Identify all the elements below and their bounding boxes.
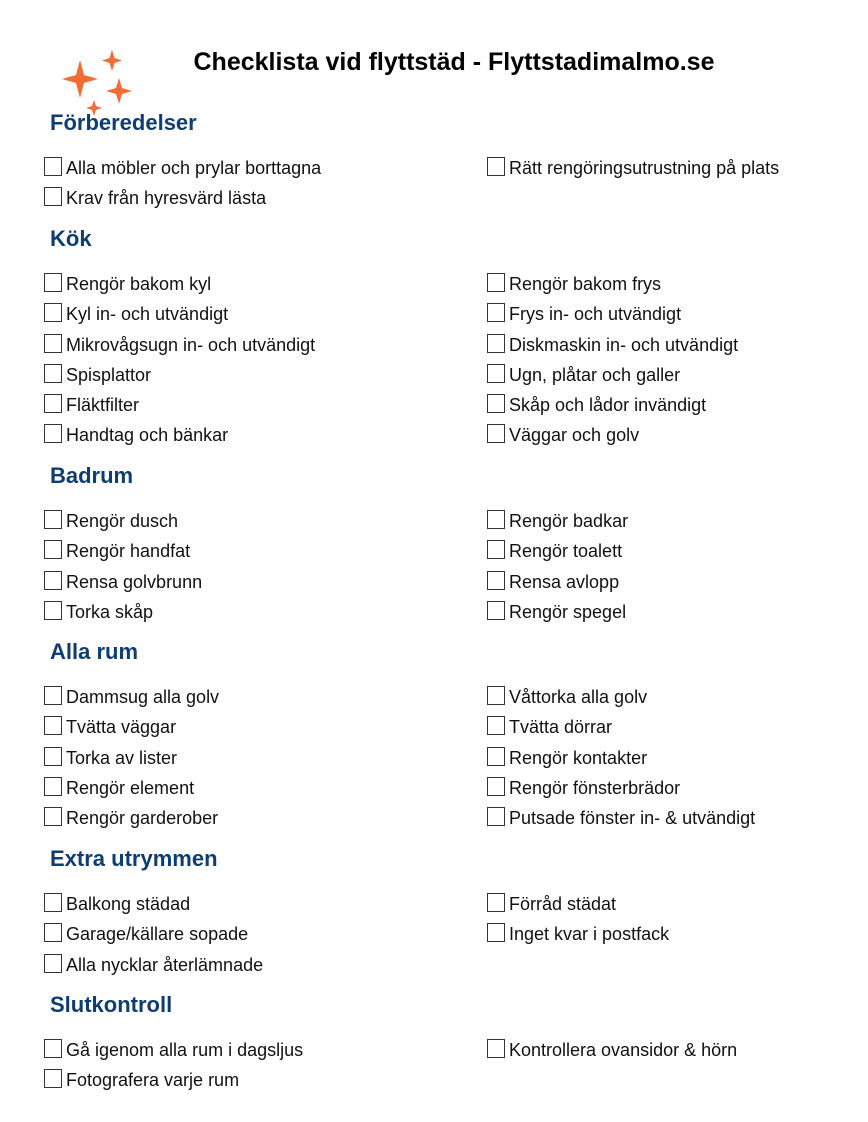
checkbox[interactable]: [44, 1069, 62, 1088]
checkbox[interactable]: [44, 571, 62, 590]
checklist-item: Rengör dusch: [44, 502, 487, 532]
checkbox[interactable]: [44, 187, 62, 206]
checkbox[interactable]: [44, 334, 62, 353]
checkbox[interactable]: [487, 716, 505, 735]
checklist-item: Kyl in- och utvändigt: [44, 295, 487, 325]
section-extra-utrymmen: [50, 846, 850, 976]
checklist-item: Diskmaskin in- och utvändigt: [487, 325, 817, 355]
checklist-item: Spisplattor: [44, 356, 487, 386]
checklist-item: Dammsug alla golv: [44, 678, 487, 708]
checklist-item: Balkong städad: [44, 885, 487, 915]
checklist-item: Putsade fönster in- & utvändigt: [487, 799, 817, 829]
checkbox[interactable]: [487, 540, 505, 559]
checkbox[interactable]: [44, 1039, 62, 1058]
checkbox[interactable]: [44, 923, 62, 942]
checklist-item: Våttorka alla golv: [487, 678, 817, 708]
checklist-item: Handtag och bänkar: [44, 416, 487, 446]
checklist-item: Rengör bakom frys: [487, 265, 817, 295]
checklist-item: Krav från hyresvärd lästa: [44, 179, 487, 209]
section-kok: [50, 226, 850, 446]
checklist-item: Rensa avlopp: [487, 562, 817, 592]
checkbox[interactable]: [44, 747, 62, 766]
checkbox[interactable]: [44, 601, 62, 620]
checkbox[interactable]: [44, 540, 62, 559]
checklist-item: Rengör bakom kyl: [44, 265, 487, 295]
checkbox[interactable]: [44, 303, 62, 322]
checkbox[interactable]: [44, 424, 62, 443]
checklist-item: Rengör garderober: [44, 799, 487, 829]
checkbox[interactable]: [487, 747, 505, 766]
checkbox[interactable]: [44, 364, 62, 383]
checklist-item: Tvätta väggar: [44, 708, 487, 738]
checklist-item: Rengör handfat: [44, 532, 487, 562]
checklist-item: Rengör toalett: [487, 532, 817, 562]
checklist-item: Rengör fönsterbrädor: [487, 769, 817, 799]
checkbox[interactable]: [487, 807, 505, 826]
checkbox[interactable]: [44, 893, 62, 912]
checkbox[interactable]: [44, 807, 62, 826]
checklist-item: Ugn, plåtar och galler: [487, 356, 817, 386]
checkbox[interactable]: [44, 510, 62, 529]
checkbox[interactable]: [487, 394, 505, 413]
section-slutkontroll: [50, 992, 850, 1091]
checkbox[interactable]: [487, 601, 505, 620]
checklist-item: Kontrollera ovansidor & hörn: [487, 1031, 817, 1061]
checklist-item: Tvätta dörrar: [487, 708, 817, 738]
checkbox[interactable]: [487, 157, 505, 176]
section-heading: Kök: [50, 226, 92, 251]
checkbox[interactable]: [487, 893, 505, 912]
section-heading: Extra utrymmen: [50, 846, 218, 871]
checklist-item: Förråd städat: [487, 885, 817, 915]
section-heading: Förberedelser: [50, 110, 197, 135]
checkbox[interactable]: [44, 394, 62, 413]
checkbox[interactable]: [487, 424, 505, 443]
checkbox[interactable]: [44, 273, 62, 292]
checklist-item: Rengör badkar: [487, 502, 817, 532]
checkbox[interactable]: [487, 303, 505, 322]
checklist-item: Rengör element: [44, 769, 487, 799]
checkbox[interactable]: [487, 1039, 505, 1058]
section-badrum: [50, 463, 850, 623]
checklist-item: Alla nycklar återlämnade: [44, 945, 487, 975]
checklist-item: Garage/källare sopade: [44, 915, 487, 945]
checklist-item: Frys in- och utvändigt: [487, 295, 817, 325]
checklist-item: Fläktfilter: [44, 386, 487, 416]
checkbox[interactable]: [487, 334, 505, 353]
checkbox[interactable]: [487, 571, 505, 590]
checkbox[interactable]: [44, 157, 62, 176]
section-forberedelser: [50, 110, 850, 209]
checklist-item: Alla möbler och prylar borttagna: [44, 149, 487, 179]
checklist-item: Rensa golvbrunn: [44, 562, 487, 592]
checklist-item: Torka skåp: [44, 593, 487, 623]
checklist-item: Mikrovågsugn in- och utvändigt: [44, 325, 487, 355]
checkbox[interactable]: [44, 686, 62, 705]
section-heading: Slutkontroll: [50, 992, 173, 1017]
checklist-item: Inget kvar i postfack: [487, 915, 817, 945]
checkbox[interactable]: [44, 777, 62, 796]
checkbox[interactable]: [487, 273, 505, 292]
checklist-item: Skåp och lådor invändigt: [487, 386, 817, 416]
checkbox[interactable]: [487, 364, 505, 383]
checkbox[interactable]: [487, 686, 505, 705]
checklist-item: Torka av lister: [44, 738, 487, 768]
checkbox[interactable]: [44, 716, 62, 735]
checklist-item: Fotografera varje rum: [44, 1061, 487, 1091]
page-title: Checklista vid flyttstäd - Flyttstadimalmo.se: [193, 48, 715, 76]
checkbox[interactable]: [487, 923, 505, 942]
section-heading: Badrum: [50, 463, 134, 488]
checklist-item: Väggar och golv: [487, 416, 817, 446]
checklist-item: Rengör spegel: [487, 593, 817, 623]
checklist-item: Rengör kontakter: [487, 738, 817, 768]
section-alla-rum: [50, 639, 850, 829]
checklist-item: Gå igenom alla rum i dagsljus: [44, 1031, 487, 1061]
checkbox[interactable]: [487, 777, 505, 796]
checklist-item: Rätt rengöringsutrustning på plats: [487, 149, 817, 179]
section-heading: Alla rum: [50, 639, 139, 664]
checkbox[interactable]: [487, 510, 505, 529]
checkbox[interactable]: [44, 954, 62, 973]
